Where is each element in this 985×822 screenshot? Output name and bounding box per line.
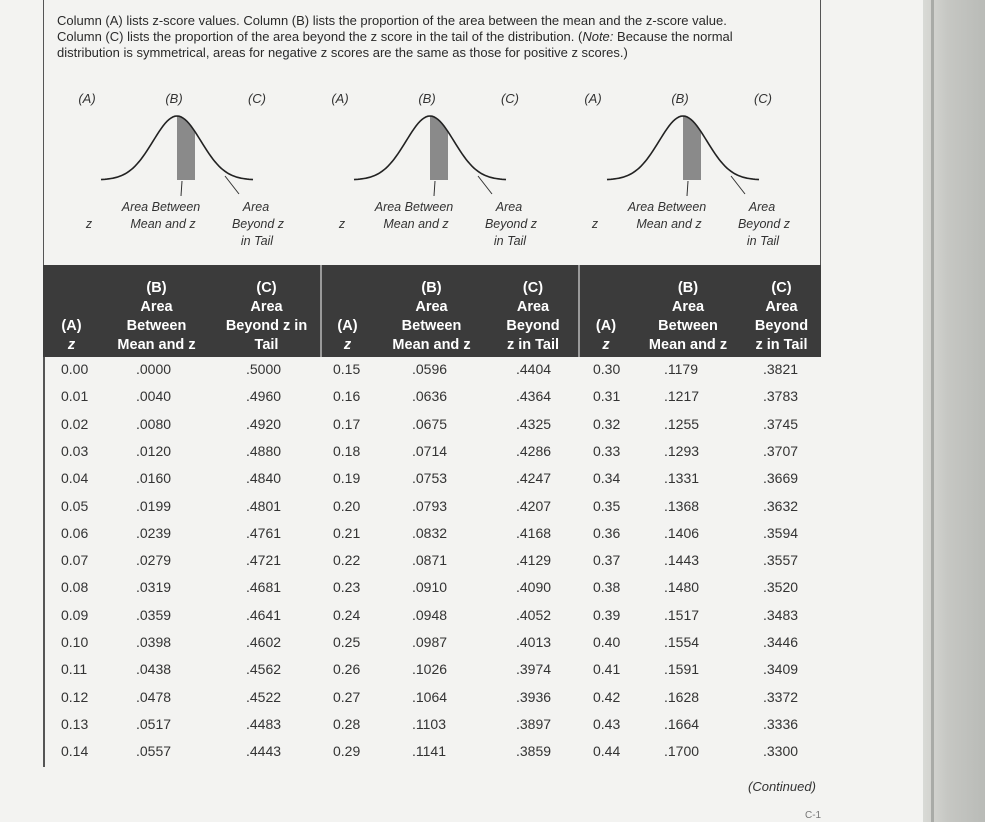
cell-tail: .4801 (246, 497, 282, 514)
cell-tail: .4681 (246, 579, 282, 596)
cell-tail: .4761 (246, 524, 282, 541)
continued-note: (Continued) (748, 779, 816, 794)
cell-between: .0987 (412, 634, 448, 650)
cell-tail: .4052 (516, 606, 552, 623)
cell-tail: .4404 (516, 361, 552, 377)
cell-tail: .4483 (246, 715, 282, 732)
cell-z: 0.41 (593, 661, 621, 678)
cell-tail: .4325 (516, 415, 552, 432)
cell-z: 0.04 (61, 470, 89, 487)
cell-tail: .4602 (246, 634, 282, 650)
header-col-b-3 (634, 265, 742, 357)
cell-z: 0.21 (333, 524, 361, 541)
between-label-2: Mean and z (130, 217, 196, 231)
header-line: (C) (256, 280, 277, 296)
header-col-a-1 (43, 265, 100, 357)
col-c-letter: (C) (753, 91, 773, 106)
header-line: Area (516, 299, 550, 315)
cell-tail: .4920 (246, 415, 282, 432)
table-row (0, 551, 985, 578)
beyond-label-3: in Tail (493, 234, 527, 248)
cell-z: 0.27 (333, 688, 361, 705)
note-label: Note: (582, 29, 614, 44)
header-line: Area (250, 299, 283, 315)
header-col-c-3 (742, 265, 821, 357)
cell-tail: .3974 (516, 661, 552, 678)
header-line: Area (415, 299, 448, 315)
cell-tail: .3632 (763, 497, 799, 514)
beyond-label-2: Beyond z (484, 217, 538, 231)
beyond-label-1: Area (495, 200, 523, 214)
cell-between: .0319 (136, 579, 172, 596)
table-row (0, 524, 985, 551)
table-row (0, 606, 985, 633)
header-line: Tail (254, 337, 279, 353)
header-col-c-2 (488, 265, 578, 357)
tail-pointer (225, 176, 239, 194)
cell-z: 0.42 (593, 688, 621, 705)
cell-tail: .3745 (763, 415, 799, 432)
cell-tail: .3594 (763, 524, 799, 541)
table-row (0, 660, 985, 687)
cell-tail: .3520 (763, 579, 799, 596)
cell-z: 0.26 (333, 661, 361, 678)
cell-tail: .4013 (516, 634, 552, 650)
cell-tail: .4562 (246, 661, 282, 678)
cell-z: 0.09 (61, 606, 89, 623)
cell-between: .1103 (412, 715, 446, 732)
z-label: z (338, 217, 346, 231)
cell-between: .1331 (664, 470, 700, 487)
col-c-letter: (C) (247, 91, 267, 106)
cell-tail: .4168 (516, 524, 552, 541)
header-line: Mean and z (648, 337, 728, 353)
tail-pointer (731, 176, 745, 194)
cell-between: .1217 (664, 388, 700, 405)
col-a-letter: (A) (78, 91, 96, 106)
between-pointer (181, 181, 182, 196)
cell-z: 0.29 (333, 743, 361, 760)
cell-z: 0.02 (61, 415, 89, 432)
header-line: Mean and z (392, 337, 471, 353)
cell-tail: .4443 (246, 743, 282, 760)
cell-tail: .4090 (516, 579, 552, 596)
cell-between: .0910 (412, 579, 448, 596)
cell-z: 0.31 (593, 388, 621, 405)
cell-z: 0.03 (61, 442, 89, 459)
cell-between: .1179 (664, 361, 698, 377)
cell-between: .1628 (664, 688, 700, 705)
cell-z: 0.13 (61, 715, 89, 732)
cell-between: .0398 (136, 634, 172, 650)
cell-z: 0.43 (593, 715, 621, 732)
cell-z: 0.39 (593, 606, 621, 623)
shaded-area-band (430, 116, 448, 180)
header-separator (320, 265, 322, 357)
cell-between: .1255 (664, 415, 700, 432)
cell-z: 0.37 (593, 552, 621, 569)
cell-between: .0160 (136, 470, 172, 487)
cell-z: 0.18 (333, 442, 361, 459)
intro-line-2a: Column (C) lists the proportion of the area beyond the z score in the tail of the distribution. ( (57, 29, 583, 44)
cell-between: .1480 (664, 579, 700, 596)
intro-line-2b: Because the normal (613, 29, 733, 44)
header-col-c-1 (213, 265, 320, 357)
cell-between: .0040 (136, 388, 172, 405)
table-row (0, 742, 985, 769)
cell-z: 0.06 (61, 524, 89, 541)
header-separator (578, 265, 580, 357)
cell-tail: .3669 (763, 470, 799, 487)
cell-tail: .3300 (763, 743, 799, 760)
header-line: (C) (522, 280, 544, 296)
cell-between: .0714 (412, 442, 448, 459)
col-c-letter: (C) (500, 91, 520, 106)
cell-between: .1591 (664, 661, 700, 678)
cell-between: .0832 (412, 524, 448, 541)
cell-z: 0.40 (593, 634, 621, 650)
cell-between: .0000 (136, 361, 172, 377)
col-b-letter: (B) (165, 91, 183, 106)
cell-tail: .4840 (246, 470, 282, 487)
cell-between: .1368 (664, 497, 700, 514)
cell-tail: .4641 (246, 606, 282, 623)
cell-tail: .4880 (246, 442, 282, 459)
header-line: (A) (337, 318, 358, 334)
col-b-letter: (B) (418, 91, 436, 106)
table-row (0, 469, 985, 496)
cell-between: .0871 (412, 552, 448, 569)
cell-between: .1443 (664, 552, 700, 569)
cell-tail: .4364 (516, 388, 552, 405)
cell-between: .1517 (664, 606, 700, 623)
cell-between: .0636 (412, 388, 448, 405)
cell-tail: .4960 (246, 388, 282, 405)
header-line: z (602, 337, 610, 353)
header-line: z in Tail (506, 337, 560, 353)
cell-tail: .3859 (516, 743, 552, 760)
cell-between: .1700 (664, 743, 700, 760)
cell-between: .0793 (412, 497, 448, 514)
cell-between: .1554 (664, 634, 700, 650)
cell-z: 0.08 (61, 579, 89, 596)
cell-between: .0438 (136, 661, 172, 678)
cell-tail: .3897 (516, 715, 552, 732)
cell-z: 0.07 (61, 552, 89, 569)
cell-tail: .5000 (246, 361, 282, 377)
table-row (0, 442, 985, 469)
cell-between: .0199 (136, 497, 172, 514)
table-row (0, 497, 985, 524)
cell-z: 0.28 (333, 715, 361, 732)
cell-z: 0.12 (61, 688, 89, 705)
table-row (0, 387, 985, 414)
cell-tail: .4247 (516, 470, 552, 487)
header-line: Beyond (754, 318, 809, 334)
beyond-label-1: Area (748, 200, 776, 214)
header-line: Beyond (506, 318, 560, 334)
header-line: (B) (421, 280, 442, 296)
beyond-label-3: in Tail (240, 234, 274, 248)
cell-z: 0.11 (61, 661, 88, 678)
header-line: Area (765, 299, 798, 315)
cell-between: .0120 (136, 442, 172, 459)
cell-tail: .4207 (516, 497, 552, 514)
cell-tail: .4129 (516, 552, 552, 569)
beyond-label-3: in Tail (746, 234, 780, 248)
tail-pointer (478, 176, 492, 194)
between-label-2: Mean and z (383, 217, 449, 231)
cell-tail: .3483 (763, 606, 799, 623)
z-label: z (85, 217, 93, 231)
cell-tail: .3783 (763, 388, 799, 405)
cell-between: .1141 (412, 743, 446, 760)
header-col-a-3 (578, 265, 634, 357)
header-line: z in Tail (755, 337, 808, 353)
cell-between: .0517 (136, 715, 172, 732)
cell-z: 0.30 (593, 361, 621, 377)
table-row (0, 415, 985, 442)
cell-tail: .3557 (763, 552, 799, 569)
cell-between: .0753 (412, 470, 448, 487)
col-a-letter: (A) (331, 91, 349, 106)
normal-curve-figures (43, 0, 821, 265)
header-line: Mean and z (117, 337, 196, 353)
cell-z: 0.36 (593, 524, 621, 541)
cell-z: 0.24 (333, 606, 361, 623)
cell-z: 0.25 (333, 634, 361, 650)
between-pointer (434, 181, 435, 196)
cell-z: 0.17 (333, 415, 361, 432)
beyond-label-2: Beyond z (231, 217, 285, 231)
header-line: Beyond z in (225, 318, 308, 334)
cell-between: .0948 (412, 606, 448, 623)
header-line: Area (671, 299, 705, 315)
cell-tail: .4522 (246, 688, 282, 705)
cell-z: 0.32 (593, 415, 621, 432)
cell-z: 0.05 (61, 497, 89, 514)
cell-z: 0.00 (61, 361, 89, 377)
between-label-2: Mean and z (636, 217, 702, 231)
table-row (0, 360, 985, 387)
cell-between: .1293 (664, 442, 700, 459)
between-label-1: Area Between (627, 200, 707, 214)
cell-between: .0239 (136, 524, 172, 541)
cell-between: .0080 (136, 415, 172, 432)
header-line: Between (658, 318, 718, 334)
header-line: z (343, 337, 352, 353)
header-col-b-1 (100, 265, 213, 357)
beyond-label-1: Area (242, 200, 270, 214)
header-line: (A) (595, 318, 617, 334)
cell-tail: .4721 (246, 552, 282, 569)
between-pointer (687, 181, 688, 196)
cell-tail: .3336 (763, 715, 799, 732)
cell-z: 0.15 (333, 361, 361, 377)
cell-tail: .4286 (516, 442, 552, 459)
page-number: C-1 (805, 810, 822, 821)
cell-z: 0.20 (333, 497, 361, 514)
cell-between: .0675 (412, 415, 448, 432)
beyond-label-2: Beyond z (737, 217, 791, 231)
cell-z: 0.16 (333, 388, 361, 405)
header-line: Between (401, 318, 462, 334)
cell-tail: .3409 (763, 661, 799, 678)
cell-z: 0.01 (61, 388, 89, 405)
cell-tail: .3707 (763, 442, 799, 459)
cell-between: .1026 (412, 661, 448, 678)
cell-between: .0596 (412, 361, 448, 377)
header-col-a-2 (320, 265, 375, 357)
cell-z: 0.14 (61, 743, 89, 760)
between-label-1: Area Between (374, 200, 454, 214)
cell-between: .0359 (136, 606, 172, 623)
header-line: Between (126, 318, 187, 334)
header-line: (C) (771, 280, 792, 296)
cell-z: 0.38 (593, 579, 621, 596)
cell-z: 0.33 (593, 442, 621, 459)
cell-z: 0.10 (61, 634, 89, 650)
cell-z: 0.35 (593, 497, 621, 514)
between-label-1: Area Between (121, 200, 201, 214)
table-row (0, 633, 985, 660)
cell-z: 0.44 (593, 743, 621, 760)
cell-between: .0478 (136, 688, 172, 705)
cell-between: .0557 (136, 743, 172, 760)
col-b-letter: (B) (671, 91, 689, 106)
cell-tail: .3372 (763, 688, 799, 705)
cell-z: 0.34 (593, 470, 621, 487)
cell-between: .0279 (136, 552, 172, 569)
cell-between: .1664 (664, 715, 700, 732)
cell-tail: .3936 (516, 688, 552, 705)
col-a-letter: (A) (584, 91, 602, 106)
header-line: (B) (677, 280, 699, 296)
header-line: (A) (61, 318, 82, 334)
header-col-b-2 (375, 265, 488, 357)
cell-z: 0.23 (333, 579, 361, 596)
z-label: z (591, 217, 599, 231)
header-line: (B) (146, 280, 167, 296)
cell-between: .1064 (412, 688, 448, 705)
table-row (0, 688, 985, 715)
cell-z: 0.22 (333, 552, 361, 569)
table-row (0, 578, 985, 605)
cell-tail: .3446 (763, 634, 799, 650)
intro-line-3: distribution is symmetrical, areas for negative z scores are the same as those for positive z scores.) (57, 45, 628, 60)
cell-tail: .3821 (763, 361, 799, 377)
header-line: Area (140, 299, 173, 315)
intro-line-1: Column (A) lists z-score values. Column (B) lists the proportion of the area between the mean and the z-score value. (57, 13, 727, 28)
shaded-area-band (683, 116, 701, 180)
table-row (0, 715, 985, 742)
shaded-area-band (177, 116, 195, 180)
cell-between: .1406 (664, 524, 700, 541)
cell-z: 0.19 (333, 470, 361, 487)
header-line: z (67, 337, 76, 353)
